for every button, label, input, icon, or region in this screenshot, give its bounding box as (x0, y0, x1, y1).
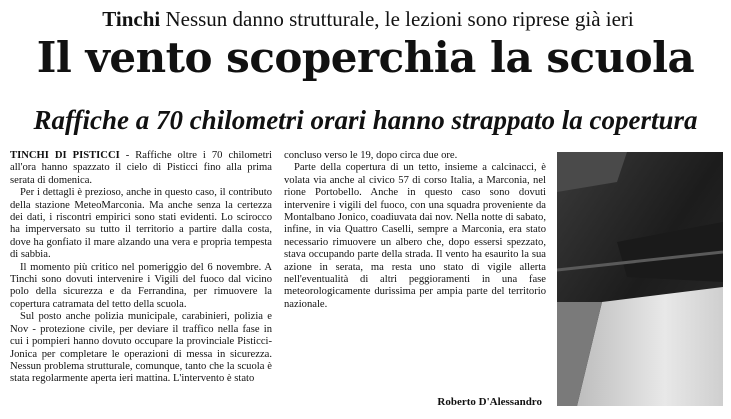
subheadline: Raffiche a 70 chilometri orari hanno strappato la copertura (33, 105, 698, 135)
article-paragraph: Parte della copertura di un tetto, insieme a calcinacci, è volata via anche al civico 57 di corso Italia, a Marconia, nel rione Portobello. Anche in questo caso sono dovuti intervenire i vigili del fuoco, con una squadra proveniente da Montalbano Jonico, coadiuvata dai nov. Nella notte di sabato, infine, in via Quattro Caselli, sempre a Marconia, era stato necessario rimuovere un albero che, dopo essersi spezzato, stava occupando parte della strada. Il vento ha esaurito la sua azione in serata, ma resta uno stato di vigile allerta nell'eventualità di altri peggioramenti in una fase meteorologicamente durissima per ampia parte del territorio nazionale. (284, 162, 546, 310)
article-photo (557, 152, 723, 406)
article-paragraph: Sul posto anche polizia municipale, carabinieri, polizia e Nov - protezione civile, per deviare il traffico nella fase in cui i pompieri hanno dovuto occupare la provinciale Pisticci-Jonica per completare le operazioni di messa in sicurezza. Nessun problema strutturale, comunque, tanto che la scuola è stata regolarmente aperta ieri mattina. L'intervento è stato (10, 311, 272, 385)
dateline: TINCHI DI PISTICCI (10, 150, 120, 161)
article-column-2 (284, 150, 546, 311)
article-column-1 (10, 150, 272, 386)
paragraph-text: - Raffiche oltre i 70 chilometri all'ora hanno spazzato il cielo di Pisticci fino alla prima serata di domenica. (10, 150, 272, 186)
kicker (8, 6, 728, 32)
article-paragraph-continued: concluso verso le 19, dopo circa due ore. (284, 150, 458, 161)
byline: Roberto D'Alessandro (437, 396, 542, 408)
photo-image (557, 152, 723, 406)
article-paragraph: Per i dettagli è prezioso, anche in questo caso, il contributo della stazione MeteoMarconia. Ma anche senza la certezza dei dati, i riscontri empirici sono stati evidenti. Lo scirocco ha imperversato su tutto il territorio a partire dalla costa, dove ha gonfiato il mare alzando una vera e propria tempesta di sabbia. (10, 187, 272, 261)
headline: Il vento scoperchia la scuola (36, 33, 695, 82)
article-paragraph: Il momento più critico nel pomeriggio del 6 novembre. A Tinchi sono dovuti intervenire i Vigili del fuoco dal vicino polo della sicurezza e da Ferrandina, per rimuovere la copertura catramata del tetto della scuola. (10, 261, 272, 310)
kicker-text: Nessun danno strutturale, le lezioni sono riprese già ieri (165, 7, 634, 31)
kicker-keyword: Tinchi (102, 7, 161, 31)
article-paragraph (10, 150, 272, 187)
